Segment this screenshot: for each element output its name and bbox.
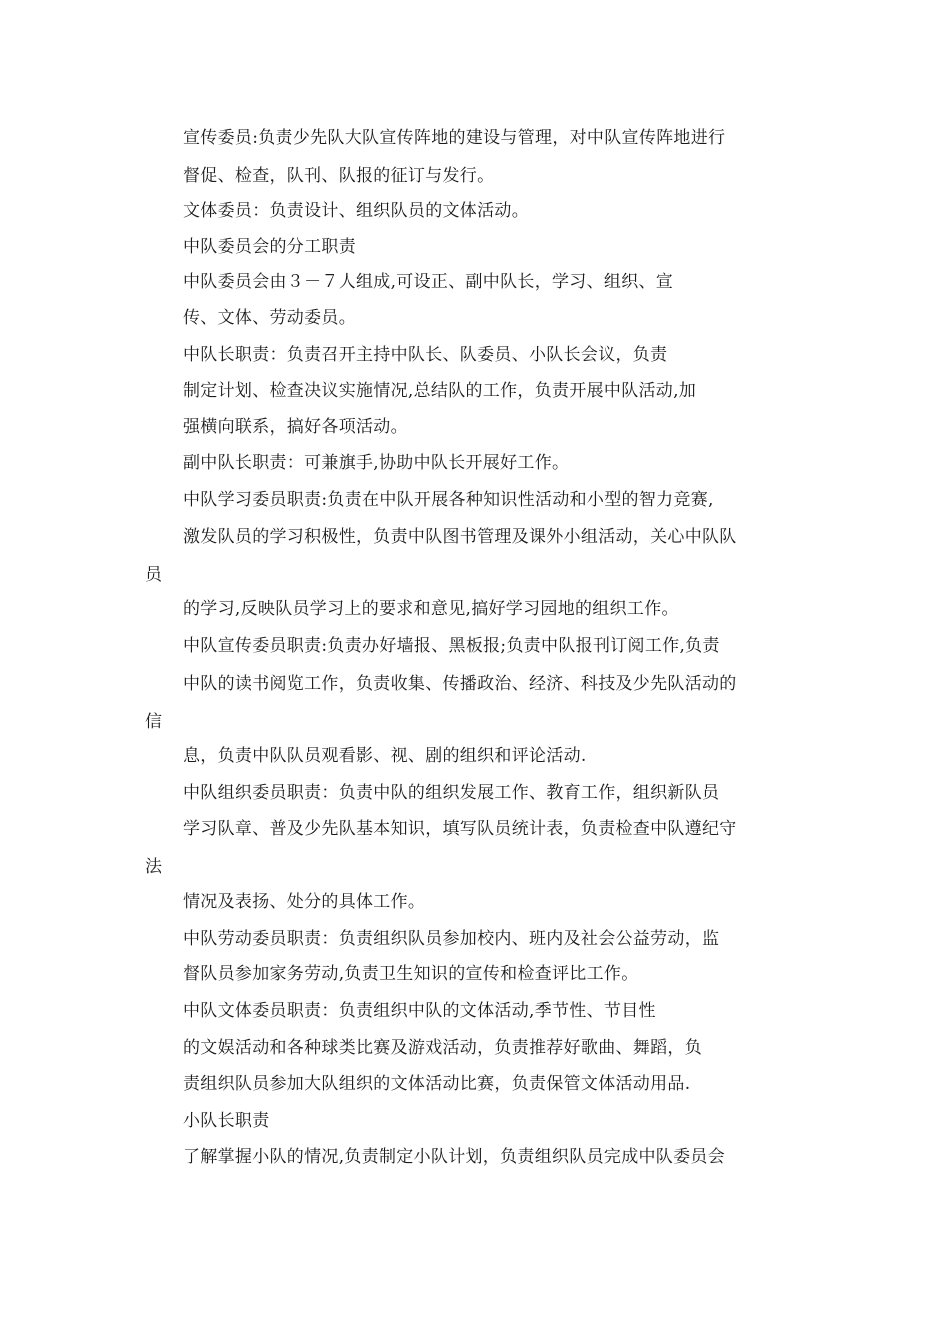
text-line: 的学习,反映队员学习上的要求和意见,搞好学习园地的组织工作。 (183, 599, 679, 619)
section-heading: 小队长职责 (183, 1111, 270, 1131)
text-line-overflow: 法 (145, 857, 163, 877)
section-heading: 中队委员会的分工职责 (183, 237, 356, 257)
text-line: 文体委员：负责设计、组织队员的文体活动。 (183, 201, 529, 221)
text-line: 副中队长职责：可兼旗手,协助中队长开展好工作。 (183, 453, 570, 473)
text-line: 息，负责中队队员观看影、视、剧的组织和评论活动. (183, 746, 587, 766)
text-line: 中队组织委员职责：负责中队的组织发展工作、教育工作，组织新队员 (183, 783, 720, 803)
text-line: 传、文体、劳动委员。 (183, 308, 356, 328)
text-line: 学习队章、普及少先队基本知识，填写队员统计表，负责检查中队遵纪守 (183, 819, 737, 839)
text-line: 中队文体委员职责：负责组织中队的文体活动,季节性、节目性 (183, 1001, 656, 1021)
text-line: 宣传委员:负责少先队大队宣传阵地的建设与管理，对中队宣传阵地进行 (183, 128, 726, 148)
text-line: 中队长职责：负责召开主持中队长、队委员、小队长会议，负责 (183, 345, 668, 365)
text-line-overflow: 信 (145, 712, 163, 732)
text-line: 激发队员的学习积极性，负责中队图书管理及课外小组活动，关心中队队 (183, 527, 737, 547)
text-line: 中队学习委员职责:负责在中队开展各种知识性活动和小型的智力竞赛, (183, 490, 714, 510)
text-line: 情况及表扬、处分的具体工作。 (183, 892, 426, 912)
text-line: 责组织队员参加大队组织的文体活动比赛，负责保管文体活动用品. (183, 1074, 691, 1094)
text-line: 的文娱活动和各种球类比赛及游戏活动，负责推荐好歌曲、舞蹈，负 (183, 1038, 702, 1058)
text-line: 督队员参加家务劳动,负责卫生知识的宣传和检查评比工作。 (183, 964, 639, 984)
text-line: 中队劳动委员职责：负责组织队员参加校内、班内及社会公益劳动，监 (183, 929, 720, 949)
text-line: 督促、检查，队刊、队报的征订与发行。 (183, 166, 495, 186)
text-line: 了解掌握小队的情况,负责制定小队计划，负责组织队员完成中队委员会 (183, 1147, 726, 1167)
text-line: 中队宣传委员职责:负责办好墙报、黑板报;负责中队报刊订阅工作,负责 (183, 636, 720, 656)
text-line: 强横向联系，搞好各项活动。 (183, 417, 408, 437)
text-line: 中队委员会由３－７人组成,可设正、副中队长，学习、组织、宣 (183, 272, 674, 292)
text-line-overflow: 员 (145, 565, 163, 585)
text-line: 制定计划、检查决议实施情况,总结队的工作，负责开展中队活动,加 (183, 381, 697, 401)
text-line: 中队的读书阅览工作，负责收集、传播政治、经济、科技及少先队活动的 (183, 674, 737, 694)
